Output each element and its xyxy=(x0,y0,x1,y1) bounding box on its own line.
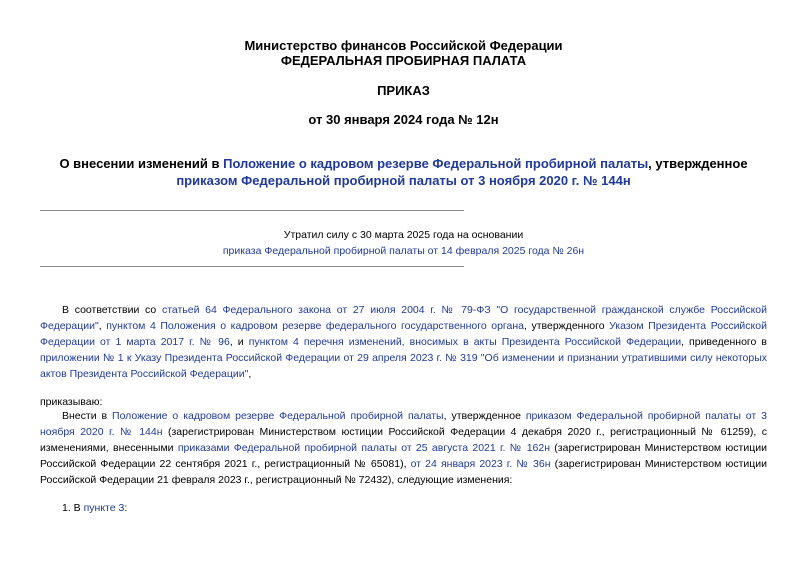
preamble-text-5: , приведенного в xyxy=(681,336,767,348)
status-note-wrap xyxy=(0,245,807,258)
preamble-text-1: В соответствии со xyxy=(62,304,162,316)
main-text-3: (зарегистрирован Министерством юстиции Российской Федерации 4 декабря 2020 г., регистрационный № 61259), с изменениями, внесенными xyxy=(40,426,767,454)
link-paragraph-3[interactable]: пункте 3 xyxy=(83,502,125,514)
preamble-text-4: , и xyxy=(229,336,249,348)
link-changes-list-p4[interactable]: пунктом 4 перечня изменений, вносимых в акты Президента Российской Федерации xyxy=(248,336,682,348)
preamble-text-6: , xyxy=(248,368,252,380)
status-note-line: Утратил силу с 30 марта 2025 года на основании xyxy=(283,229,524,241)
link-decree-96[interactable]: Указом Президента Российской Федерации от 1 марта 2017 г. № 96 xyxy=(40,320,767,348)
order-word: приказываю: xyxy=(40,396,103,408)
main-text-1: Внести в xyxy=(62,410,113,422)
main-text-5: (зарегистрирован Министерством юстиции Российской Федерации 21 февраля 2023 г., регистрационный № 72432), следующие изменения: xyxy=(40,458,767,486)
ministry-heading: Министерство финансов Российской Федерации xyxy=(244,38,563,53)
status-note-link[interactable]: приказа Федеральной пробирной палаты от 14 февраля 2025 года № 26н xyxy=(222,245,585,257)
chamber-heading: ФЕДЕРАЛЬНАЯ ПРОБИРНАЯ ПАЛАТА xyxy=(280,53,527,68)
link-article-64[interactable]: статьей 64 Федерального закона от 27 июля 2004 г. № 79-ФЗ "О государственной гражданской службе Российской Федерации" xyxy=(40,304,767,332)
preamble-text-2: , xyxy=(98,320,107,332)
link-main-order-144n[interactable]: приказом Федеральной пробирной палаты от 3 ноября 2020 г. № 144н xyxy=(40,410,767,438)
link-reserve-regulation-p4[interactable]: пунктом 4 Положения о кадровом резерве федерального государственного органа xyxy=(106,320,524,332)
preamble-text-3: , утвержденного xyxy=(523,320,610,332)
preamble-paragraph xyxy=(40,302,767,382)
main-text-4: (зарегистрирован Министерством юстиции Российской Федерации 22 сентября 2021 г., регистрационный № 65081), xyxy=(40,442,767,470)
title-mid: , утвержденное xyxy=(648,156,748,171)
title-link-order[interactable]: приказом Федеральной пробирной палаты от 3 ноября 2020 г. № 144н xyxy=(176,173,631,188)
title-prefix: О внесении изменений в xyxy=(59,156,224,171)
main-paragraph xyxy=(40,408,767,488)
item-1 xyxy=(40,500,767,516)
document-title xyxy=(40,155,767,189)
divider-bottom xyxy=(40,266,464,267)
doc-type-heading: ПРИКАЗ xyxy=(377,83,430,98)
main-text-2: , утвержденное xyxy=(443,410,526,422)
item-1-text: 1. В xyxy=(62,502,84,514)
doc-date-number: от 30 января 2024 года № 12н xyxy=(308,112,499,127)
divider-top xyxy=(40,210,464,211)
link-main-regulation[interactable]: Положение о кадровом резерве Федеральной пробирной палаты xyxy=(112,410,444,422)
link-order-36n[interactable]: от 24 января 2023 г. № 36н xyxy=(410,458,551,470)
item-1-colon: : xyxy=(124,502,128,514)
link-appendix-decree-319[interactable]: приложении № 1 к Указу Президента Российской Федерации от 29 апреля 2023 г. № 319 "Об изменении и признании утратившими силу некоторых актов Президента Российской Федерации" xyxy=(40,352,767,380)
title-link-regulation[interactable]: Положение о кадровом резерве Федеральной пробирной палаты xyxy=(223,156,649,171)
link-order-162n[interactable]: приказами Федеральной пробирной палаты от 25 августа 2021 г. № 162н xyxy=(177,442,551,454)
